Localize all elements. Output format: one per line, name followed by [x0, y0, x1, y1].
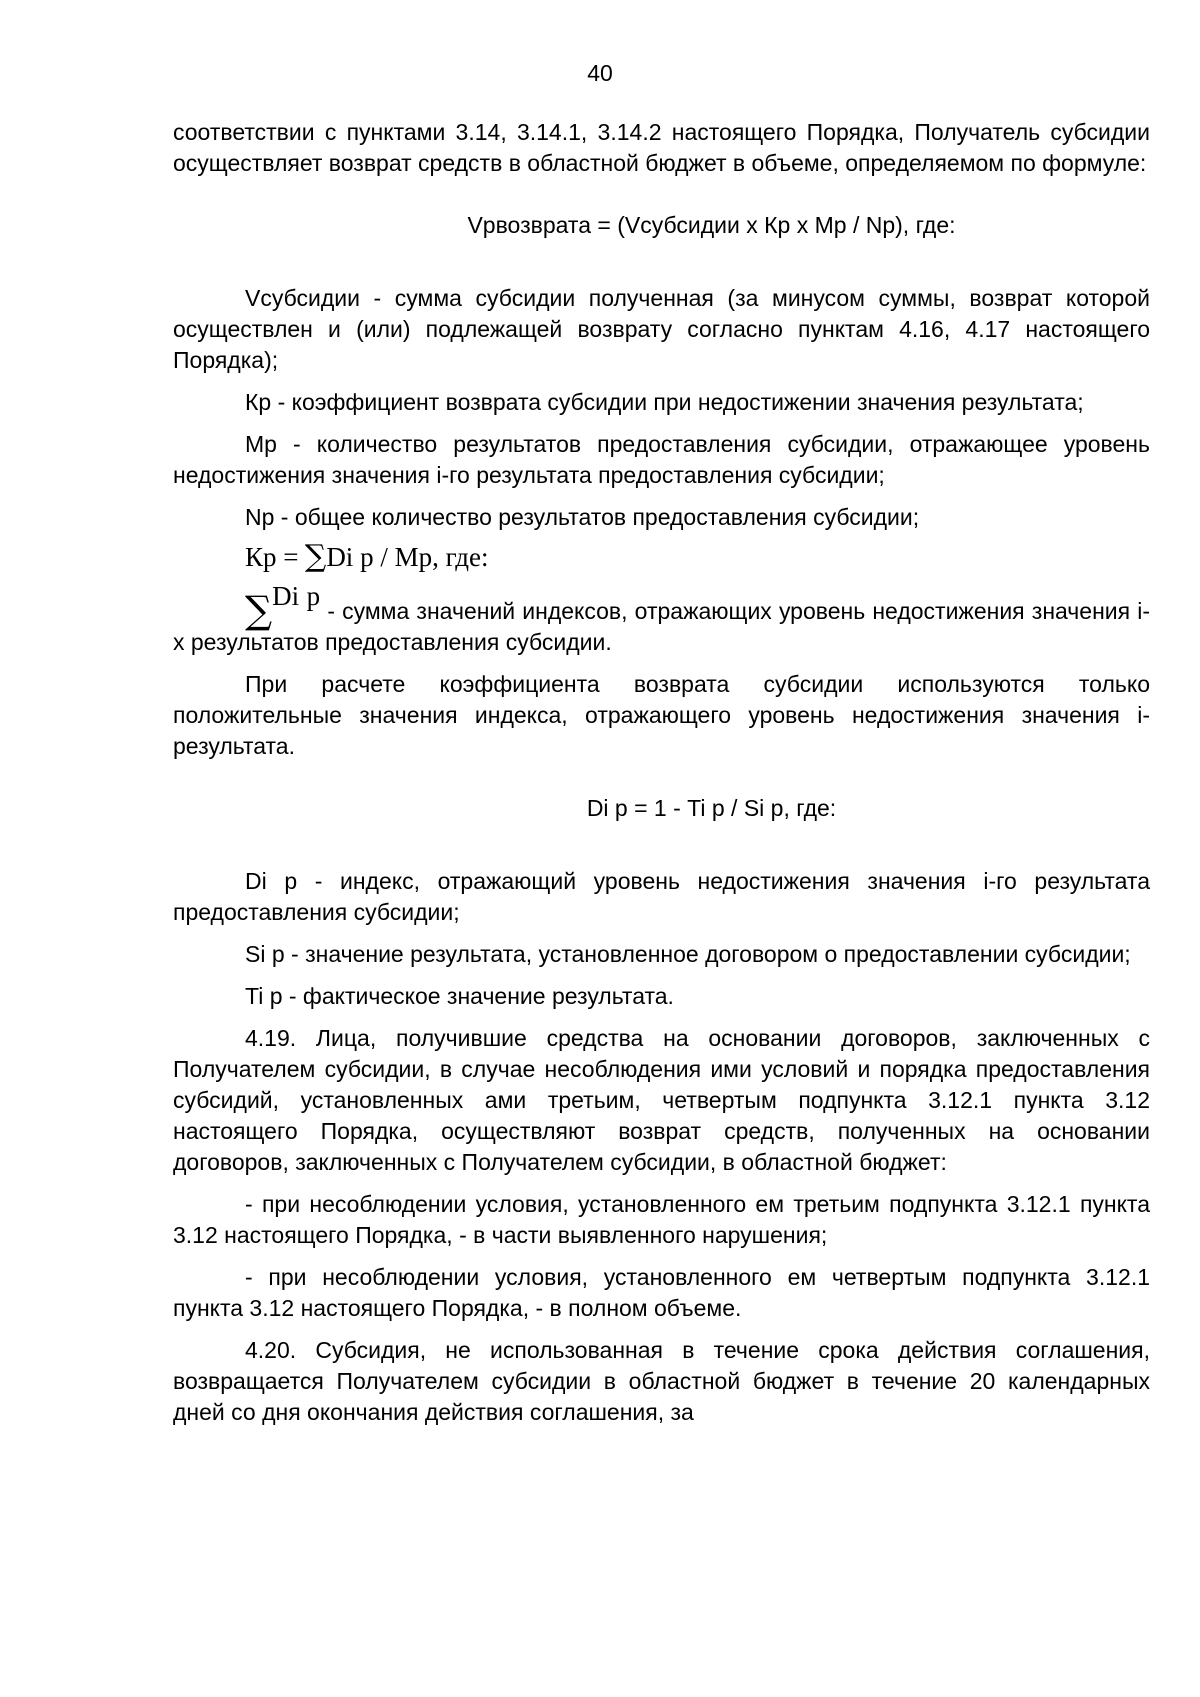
definition-np: Np - общее количество результатов предоставления субсидии; — [245, 504, 920, 530]
definition-v-subsidy: Vсубсидии - сумма субсидии полученная (за минусом суммы, возврат которой осуществлен и (или) подлежащей возврату согласно пунктам 4.16, 4.17 настоящего Порядка); — [173, 285, 1150, 373]
list-item-third: - при несоблюдении условия, установленного ем третьим подпункта 3.12.1 пункта 3.12 настоящего Порядка, - в части выявленного нарушения; — [173, 1191, 1150, 1248]
definition-sum-di — [173, 581, 1151, 658]
page-number: 40 — [587, 60, 613, 86]
paragraph-4-19: 4.19. Лица, получившие средства на основании договоров, заключенных с Получателем субсидии, в случае несоблюдения ими условий и порядка предоставления субсидий, установленных ами третьим, четвертым подпункта 3.12.1 пункта 3.12 настоящего Порядка, осуществляют возврат средств, полученных на основании договоров, заключенных с Получателем субсидии, в областной бюджет: — [173, 1025, 1150, 1175]
sum-symbol: ∑ — [245, 588, 273, 632]
sum-symbol: ∑ — [304, 539, 327, 574]
formula-di: Di р = 1 - Ti р / Si р, где: — [586, 795, 837, 821]
formula-refund-volume: Vрвозврата = (Vсубсидии x Кр x Мр / Np), где: — [467, 212, 956, 238]
definition-ti: Ti р - фактическое значение результата. — [245, 983, 674, 1009]
formula-kr-left: Кр = — [245, 542, 299, 572]
definition-kr: Кр - коэффициент возврата субсидии при недостижении значения результата; — [245, 389, 1084, 415]
definition-di: Di р - индекс, отражающий уровень недостижения значения i-го результата предоставления субсидии; — [173, 868, 1150, 925]
list-item-fourth: - при несоблюдении условия, установленного ем четвертым подпункта 3.12.1 пункта 3.12 настоящего Порядка, - в полном объеме. — [173, 1264, 1150, 1321]
definition-sum-di-text: - сумма значений индексов, отражающих уровень недостижения значения i-х результатов предоставления субсидии. — [173, 598, 1151, 655]
definition-mr: Мр - количество результатов предоставления субсидии, отражающее уровень недостижения значения i-го результата предоставления субсидии; — [173, 431, 1150, 488]
paragraph-continuation: соответствии с пунктами 3.14, 3.14.1, 3.14.2 настоящего Порядка, Получатель субсидии осуществляет возврат средств в областной бюджет в объеме, определяемом по формуле: — [173, 119, 1150, 176]
document-body — [173, 117, 1150, 1428]
sum-di-label: Di р — [272, 581, 321, 611]
formula-kr-right: Di р / Мр, где: — [326, 542, 489, 572]
paragraph-4-20: 4.20. Субсидия, не использованная в течение срока действия соглашения, возвращается Получателем субсидии в областной бюджет в течение 20 календарных дней со дня окончания действия соглашения, за — [173, 1337, 1150, 1425]
formula-kr — [173, 541, 1150, 581]
paragraph-positive-values: При расчете коэффициента возврата субсидии используются только положительные значения индекса, отражающего уровень недостижения значения i-результата. — [173, 671, 1150, 759]
definition-si: Si р - значение результата, установленное договором о предоставлении субсидии; — [245, 941, 1131, 967]
